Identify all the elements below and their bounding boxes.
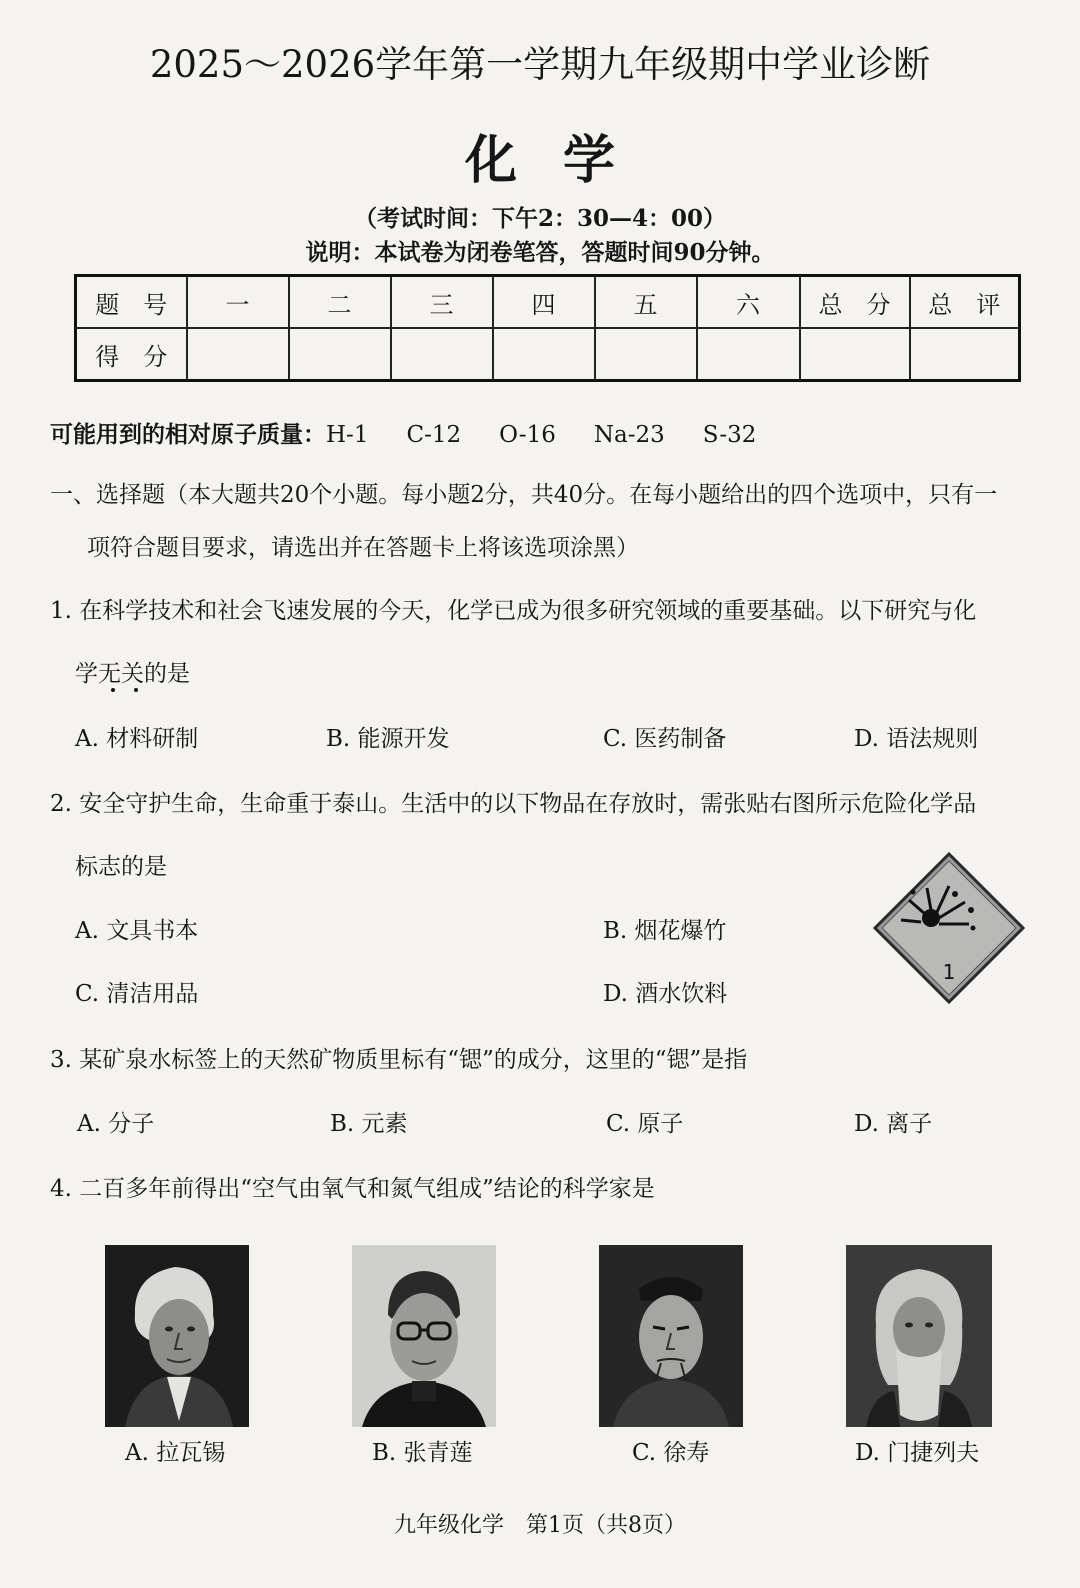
score-header-cell: 题 号 <box>76 276 187 329</box>
score-cell[interactable] <box>697 328 800 381</box>
q3-option-c[interactable]: C. 原子 <box>606 1111 684 1137</box>
score-header-cell: 六 <box>697 276 800 329</box>
question-1-stem-cont: 学无关的是 <box>75 661 190 687</box>
section-heading: 一、选择题（本大题共20个小题。每小题2分，共40分。在每小题给出的四个选项中，只有一 <box>50 482 998 508</box>
q4-option-d[interactable]: D. 门捷列夫 <box>855 1440 980 1466</box>
score-cell[interactable] <box>187 328 289 381</box>
subject-title: 化学 <box>464 130 661 191</box>
q3-option-d[interactable]: D. 离子 <box>854 1111 933 1137</box>
score-cell[interactable] <box>391 328 493 381</box>
q4-option-a[interactable]: A. 拉瓦锡 <box>125 1440 226 1466</box>
score-row-label: 得 分 <box>76 328 187 381</box>
element-mass: Na-23 <box>593 422 665 448</box>
score-table-score-row <box>76 328 1020 381</box>
score-header-cell: 总 分 <box>800 276 910 329</box>
portrait-xu-shou-image <box>599 1245 743 1427</box>
exam-time: （考试时间：下午2：30—4：00） <box>353 205 727 232</box>
score-table-header-row <box>76 276 1020 329</box>
score-cell[interactable] <box>595 328 697 381</box>
q1-option-b[interactable]: B. 能源开发 <box>326 726 450 752</box>
atomic-mass-label: 可能用到的相对原子质量： <box>50 421 326 448</box>
section-heading-cont: 项符合题目要求，请选出并在答题卡上将该选项涂黑） <box>87 535 639 561</box>
question-1-stem: 1. 在科学技术和社会飞速发展的今天，化学已成为很多研究领域的重要基础。以下研究与化 <box>50 598 977 624</box>
emphasis-dot <box>134 688 138 692</box>
element-mass: C-12 <box>406 422 462 448</box>
atomic-mass-line <box>50 416 794 449</box>
q2-option-c[interactable]: C. 清洁用品 <box>75 981 199 1007</box>
score-header-cell: 五 <box>595 276 697 329</box>
score-header-cell: 三 <box>391 276 493 329</box>
emphasis-dot <box>111 688 115 692</box>
q2-option-b[interactable]: B. 烟花爆竹 <box>603 918 727 944</box>
score-cell[interactable] <box>493 328 595 381</box>
score-cell[interactable] <box>289 328 391 381</box>
q4-option-b[interactable]: B. 张青莲 <box>372 1440 473 1466</box>
q3-option-b[interactable]: B. 元素 <box>330 1111 408 1137</box>
q1-option-c[interactable]: C. 医药制备 <box>603 726 727 752</box>
score-header-cell: 二 <box>289 276 391 329</box>
q4-option-c[interactable]: C. 徐寿 <box>632 1440 710 1466</box>
score-table <box>74 274 1021 382</box>
q2-option-a[interactable]: A. 文具书本 <box>75 918 199 944</box>
portrait-lavoisier-image <box>105 1245 249 1427</box>
score-header-cell: 总 评 <box>910 276 1020 329</box>
portrait-mendeleev-image <box>846 1245 992 1427</box>
portrait-zhang-qinglian-image <box>352 1245 496 1427</box>
question-3-stem: 3. 某矿泉水标签上的天然矿物质里标有“锶”的成分，这里的“锶”是指 <box>50 1047 748 1073</box>
exam-title: 2025～2026学年第一学期九年级期中学业诊断 <box>149 43 931 86</box>
question-2-stem: 2. 安全守护生命，生命重于泰山。生活中的以下物品在存放时，需张贴右图所示危险化学品 <box>50 791 977 817</box>
score-cell[interactable] <box>800 328 910 381</box>
exam-note: 说明：本试卷为闭卷笔答，答题时间90分钟。 <box>305 239 775 266</box>
q1-option-d[interactable]: D. 语法规则 <box>854 726 979 752</box>
explosive-hazard-sign <box>873 852 1025 1004</box>
q1-option-a[interactable]: A. 材料研制 <box>75 726 199 752</box>
element-mass: S-32 <box>702 422 757 448</box>
score-header-cell: 四 <box>493 276 595 329</box>
page-footer: 九年级化学 第1页（共8页） <box>394 1513 686 1538</box>
q2-option-d[interactable]: D. 酒水饮料 <box>603 981 728 1007</box>
score-header-cell: 一 <box>187 276 289 329</box>
hazard-class-number: 1 <box>942 960 956 984</box>
element-mass: O-16 <box>499 422 556 448</box>
question-4-stem: 4. 二百多年前得出“空气由氧气和氮气组成”结论的科学家是 <box>50 1176 655 1202</box>
score-cell[interactable] <box>910 328 1020 381</box>
element-mass: H-1 <box>326 422 369 448</box>
q3-option-a[interactable]: A. 分子 <box>77 1111 155 1137</box>
question-2-stem-cont: 标志的是 <box>75 854 167 880</box>
